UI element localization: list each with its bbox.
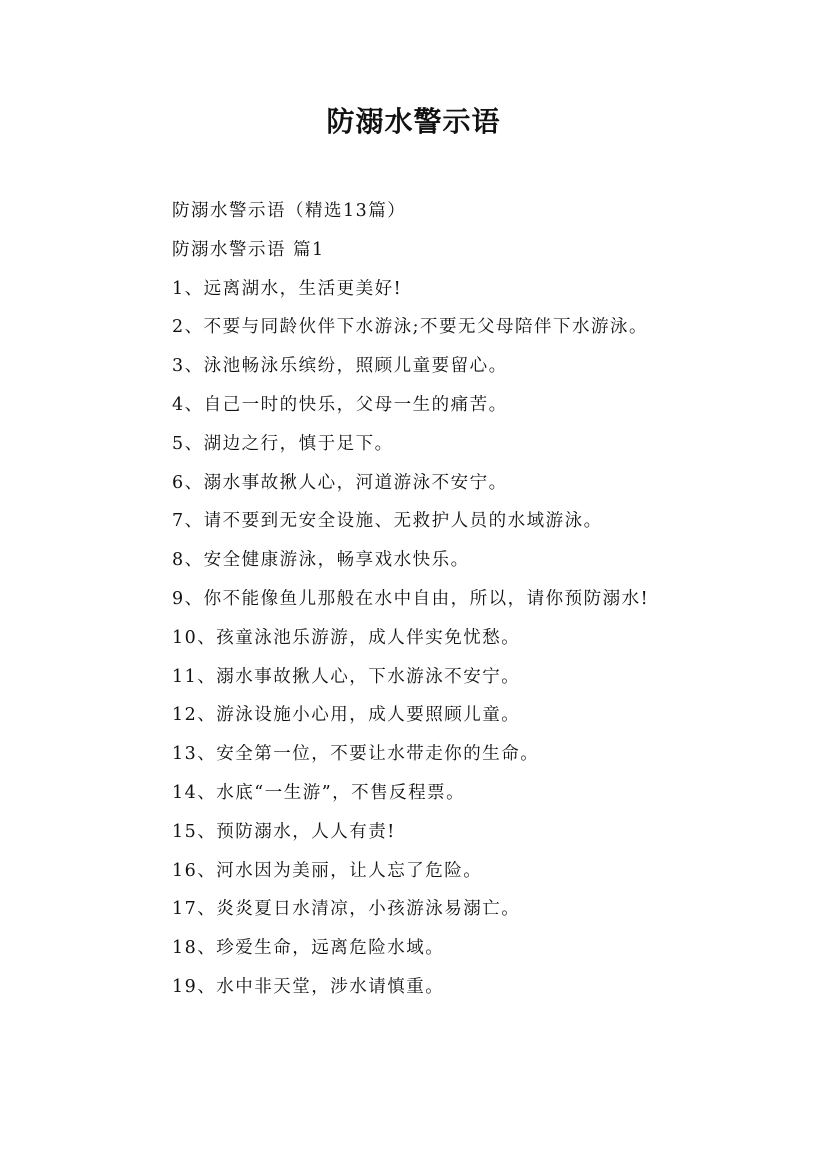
slogan-item: 3、泳池畅泳乐缤纷，照顾儿童要留心。 xyxy=(172,356,508,377)
slogan-item: 8、安全健康游泳，畅享戏水快乐。 xyxy=(172,550,470,571)
slogan-item: 13、安全第一位，不要让水带走你的生命。 xyxy=(172,744,540,765)
slogan-item: 14、水底“一生游”，不售反程票。 xyxy=(172,782,466,803)
slogan-item: 1、远离湖水，生活更美好! xyxy=(172,278,403,299)
slogan-item: 5、湖边之行，慎于足下。 xyxy=(172,433,394,454)
intro-paragraph: 防溺水警示语（精选13篇） xyxy=(172,201,407,221)
section-heading: 防溺水警示语 篇1 xyxy=(172,239,325,260)
slogan-item: 6、溺水事故揪人心，河道游泳不安宁。 xyxy=(172,472,508,493)
slogan-item: 7、请不要到无安全设施、无救护人员的水域游泳。 xyxy=(172,511,603,532)
slogan-item: 17、炎炎夏日水清凉，小孩游泳易溺亡。 xyxy=(172,899,521,920)
slogan-item: 10、孩童泳池乐游游，成人伴实免忧愁。 xyxy=(172,627,521,648)
slogan-item: 16、河水因为美丽，让人忘了危险。 xyxy=(172,860,483,881)
slogan-item: 11、溺水事故揪人心，下水游泳不安宁。 xyxy=(172,666,521,687)
slogan-item: 12、游泳设施小心用，成人要照顾儿童。 xyxy=(172,705,521,726)
slogan-item: 9、你不能像鱼儿那般在水中自由，所以，请你预防溺水! xyxy=(172,588,650,609)
slogan-item: 19、水中非天堂，涉水请慎重。 xyxy=(172,976,445,997)
slogan-item: 15、预防溺水，人人有责! xyxy=(172,821,396,842)
slogan-item: 18、珍爱生命，远离危险水域。 xyxy=(172,938,445,959)
slogan-item: 2、不要与同龄伙伴下水游泳;不要无父母陪伴下水游泳。 xyxy=(172,317,649,338)
document-body xyxy=(127,192,712,1007)
slogan-item: 4、自己一时的快乐，父母一生的痛苦。 xyxy=(172,394,508,415)
document-title: 防溺水警示语 xyxy=(326,105,501,138)
